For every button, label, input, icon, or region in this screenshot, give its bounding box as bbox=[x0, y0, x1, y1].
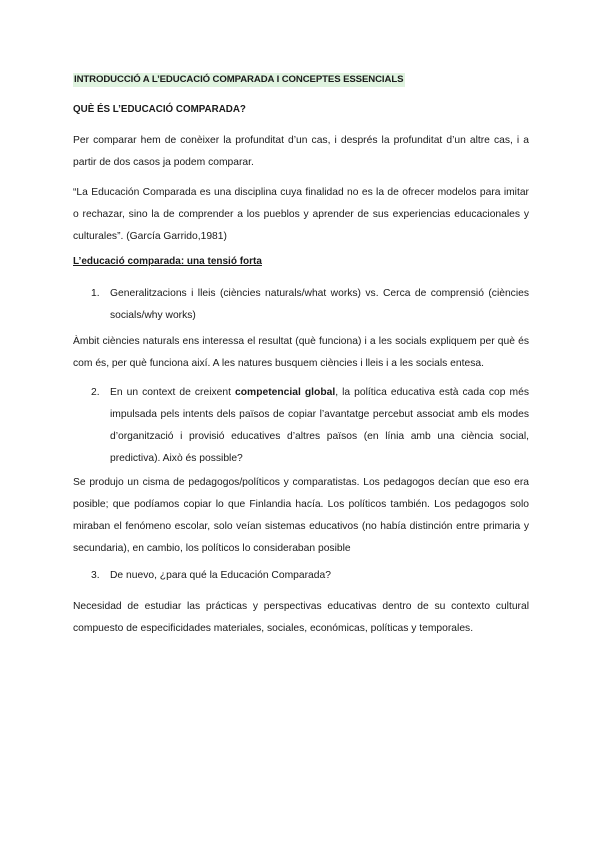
list-item-text: Generalitzacions i lleis (ciències naturals/what works) vs. Cerca de comprensió (ciències socials/why works) bbox=[110, 288, 529, 321]
quote-paragraph: “La Educación Comparada es una disciplina cuya finalidad no es la de ofrecer modelos para imitar o rechazar, sino la de comprender a los pueblos y aprender de sus experiencias educacionales y culturales”. (García Garrido,1981) bbox=[73, 187, 529, 242]
list-number: 3. bbox=[91, 570, 100, 581]
list-item-text bbox=[110, 382, 529, 470]
list-number: 1. bbox=[91, 288, 100, 299]
document-subtitle: QUÈ ÉS L’EDUCACIÓ COMPARADA? bbox=[73, 104, 246, 115]
list-item-bold-term: competencial global bbox=[235, 387, 336, 398]
list-number: 2. bbox=[91, 387, 100, 398]
paragraph-after-item-1: Àmbit ciències naturals ens interessa el resultat (què funciona) i a les socials expliquem per què és com és, per què funciona així. A les natures busquem ciències i lleis i a les socials entesa. bbox=[73, 336, 529, 369]
list-item-text-part: En un context de creixent bbox=[110, 387, 236, 398]
list-item-text-part: , la política educativa està cada cop més impulsada pels intents dels països de copiar l’avantatge percebut associat amb els modes d’organització i provisió educatives d’altres països (en línia amb una ciència social, predictiva). Això és possible? bbox=[110, 387, 529, 464]
list-item-text: De nuevo, ¿para qué la Educación Comparada? bbox=[110, 570, 331, 581]
document-page bbox=[73, 0, 529, 848]
intro-paragraph: Per comparar hem de conèixer la profunditat d’un cas, i després la profunditat d’un altre cas, i a partir de dos casos ja podem comparar. bbox=[73, 135, 529, 168]
section-heading: L’educació comparada: una tensió forta bbox=[73, 256, 262, 267]
paragraph-after-item-2: Se produjo un cisma de pedagogos/políticos y comparatistas. Los pedagogos decían que eso era posible; que podíamos copiar lo que Finlandia hacía. Los políticos también. Los pedagogos solo miraban el fenómeno escolar, solo veían sistemas educativos (no había distinción entre primaria y secundaria), en cambio, los políticos lo consideraban posible bbox=[73, 477, 529, 554]
document-title: INTRODUCCIÓ A L’EDUCACIÓ COMPARADA I CONCEPTES ESSENCIALS bbox=[74, 74, 404, 85]
paragraph-after-item-3: Necesidad de estudiar las prácticas y perspectivas educativas dentro de su contexto cultural compuesto de especificidades materiales, sociales, económicas, políticas y temporales. bbox=[73, 601, 529, 634]
